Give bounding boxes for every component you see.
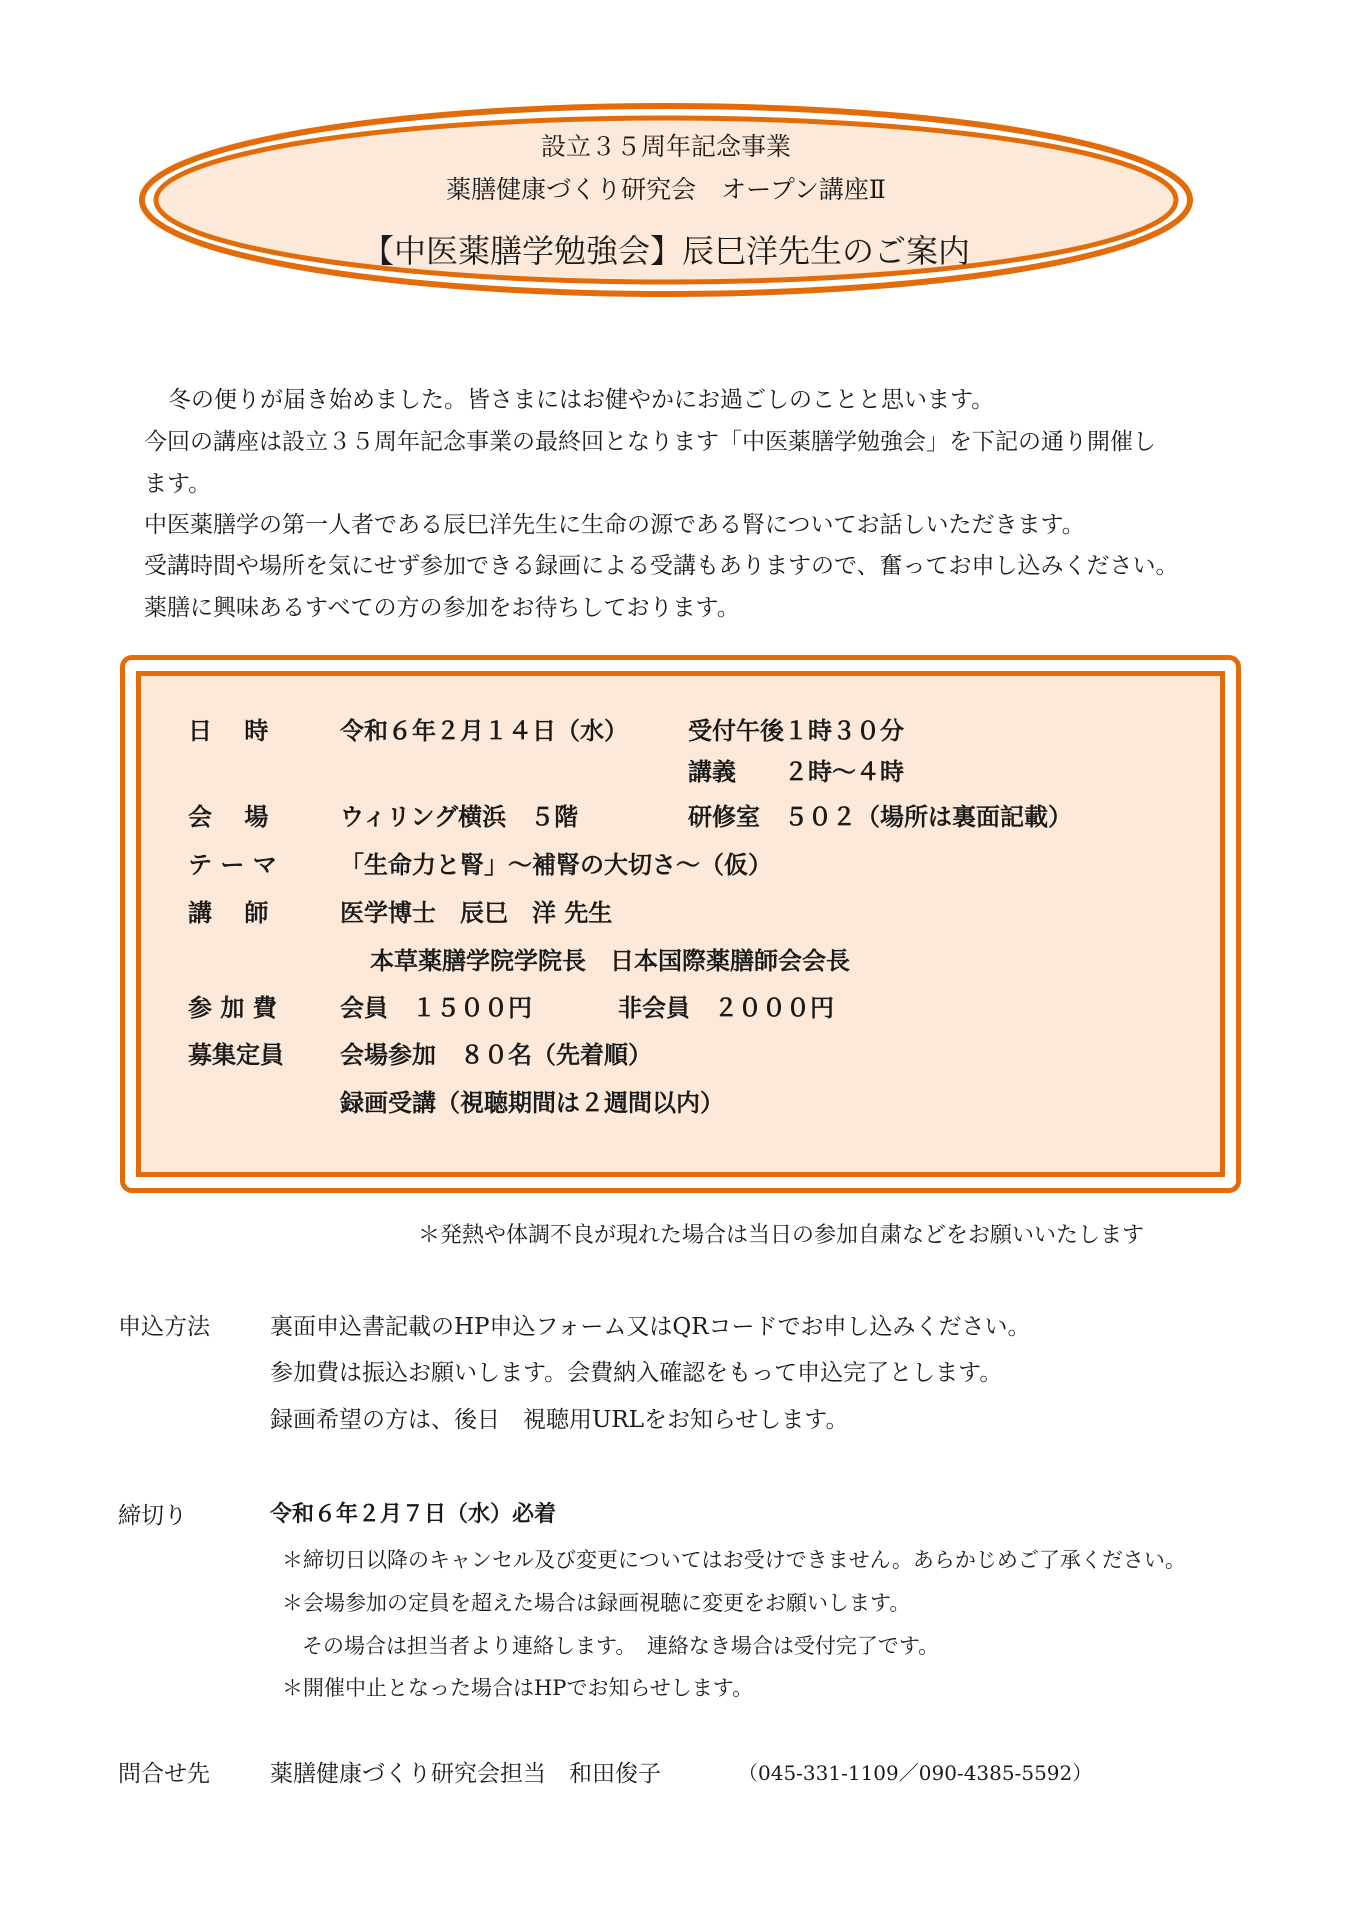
- header-line-1: 設立３５周年記念事業: [540, 132, 791, 161]
- venue-value: ウィリング横浜 ５階: [340, 803, 579, 831]
- contact-name: 薬膳健康づくり研究会担当 和田俊子: [270, 1761, 661, 1787]
- venue-label: 会 場: [188, 803, 269, 831]
- capacity-venue: 会場参加 ８０名（先着順）: [340, 1041, 652, 1069]
- intro-line-2: 今回の講座は設立３５周年記念事業の最終回となります「中医薬膳学勉強会」を下記の通り開催し: [144, 429, 1156, 455]
- apply-line-3: 録画希望の方は、後日 視聴用URLをお知らせします。: [270, 1407, 849, 1433]
- deadline-note-3: その場合は担当者より連絡します。 連絡なき場合は受付完了です。: [302, 1634, 940, 1658]
- lecture-time: 講義 ２時～４時: [688, 758, 904, 786]
- contact-label: 問合せ先: [118, 1761, 210, 1787]
- apply-line-2: 参加費は振込お願いします。会費納入確認をもって申込完了とします。: [270, 1360, 1003, 1386]
- theme-value: 「生命力と腎」～補腎の大切さ～（仮）: [340, 851, 772, 879]
- venue-room: 研修室 ５０２（場所は裏面記載）: [688, 803, 1072, 831]
- lecturer-titles: 本草薬膳学院学院長 日本国際薬膳師会会長: [370, 947, 850, 975]
- intro-line-3: ます。: [144, 471, 212, 497]
- capacity-label: 募集定員: [188, 1041, 284, 1069]
- lecturer-value: 医学博士 辰巳 洋 先生: [340, 899, 613, 927]
- intro-line-4: 中医薬膳学の第一人者である辰巳洋先生に生命の源である腎についてお話しいただきます。: [144, 512, 1085, 538]
- header-line-2: 薬膳健康づくり研究会 オープン講座Ⅱ: [446, 175, 886, 204]
- intro-line-6: 薬膳に興味あるすべての方の参加をお待ちしております。: [144, 595, 740, 621]
- lecturer-label: 講 師: [188, 899, 269, 927]
- deadline-label: 締切り: [118, 1503, 187, 1529]
- date-label: 日 時: [188, 717, 269, 745]
- page-title: 【中医薬膳学勉強会】辰巳洋先生のご案内: [361, 232, 970, 270]
- fee-member: 会員 １５００円: [340, 994, 532, 1022]
- fee-label: 参 加 費: [188, 994, 277, 1022]
- reception-time: 受付午後１時３０分: [688, 717, 904, 745]
- deadline-value: 令和６年２月７日（水）必着: [270, 1502, 557, 1527]
- apply-label: 申込方法: [118, 1314, 210, 1340]
- apply-line-1: 裏面申込書記載のHP申込フォーム又はQRコードでお申し込みください。: [270, 1314, 1031, 1340]
- intro-line-1: 冬の便りが届き始めました。皆さまにはお健やかにお過ごしのことと思います。: [168, 387, 995, 413]
- fee-nonmember: 非会員 ２０００円: [618, 994, 834, 1022]
- contact-phone: （045-331-1109／090-4385-5592）: [738, 1761, 1093, 1785]
- deadline-note-1: ＊締切日以降のキャンセル及び変更についてはお受けできません。あらかじめご了承ください。: [282, 1548, 1186, 1572]
- theme-label: テ ー マ: [188, 851, 277, 879]
- capacity-video: 録画受講（視聴期間は２週間以内）: [340, 1089, 724, 1117]
- deadline-note-4: ＊開催中止となった場合はHPでお知らせします。: [282, 1676, 754, 1700]
- health-notice: ＊発熱や体調不良が現れた場合は当日の参加自粛などをお願いいたします: [418, 1223, 1145, 1248]
- deadline-note-2: ＊会場参加の定員を超えた場合は録画視聴に変更をお願いします。: [282, 1591, 911, 1615]
- date-value: 令和６年２月１４日（水）: [340, 717, 628, 745]
- intro-line-5: 受講時間や場所を気にせず参加できる録画による受講もありますので、奮ってお申し込みください。: [144, 553, 1179, 579]
